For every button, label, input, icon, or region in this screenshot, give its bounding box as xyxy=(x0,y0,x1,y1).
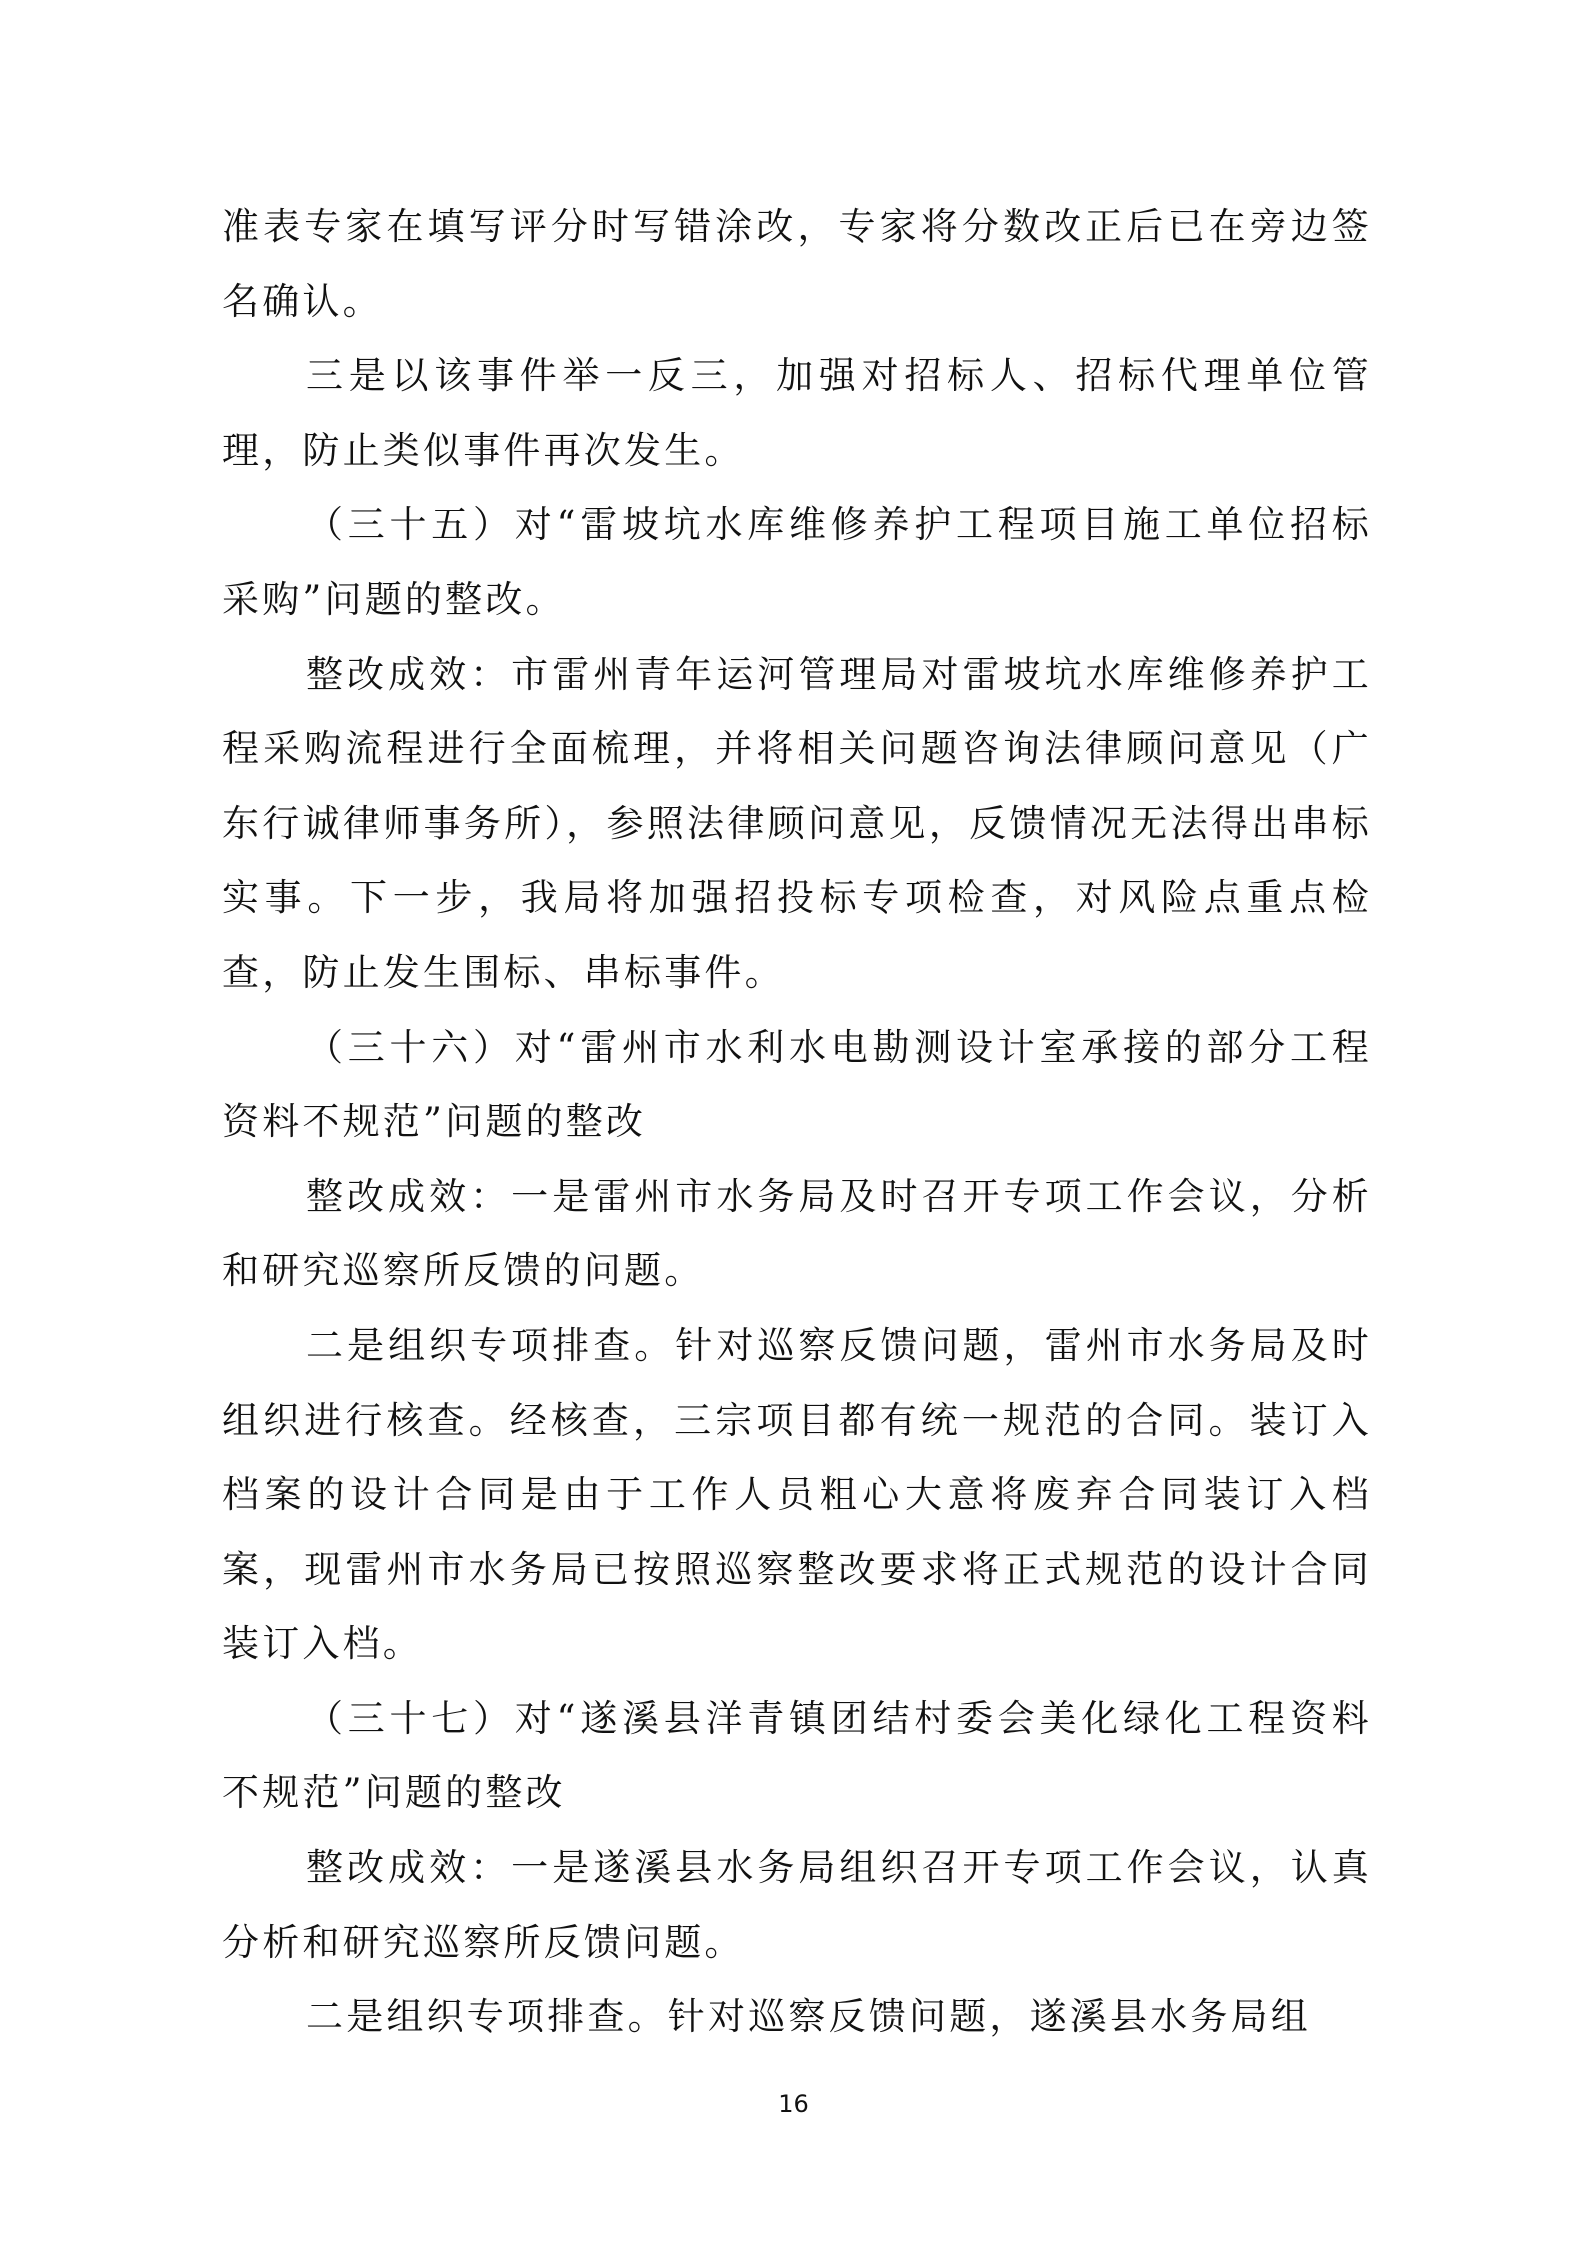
section-heading-37: （三十七）对“遂溪县洋青镇团结村委会美化绿化工程资料不规范”问题的整改 xyxy=(222,1696,1372,1815)
paragraph-body: 二是组织专项排查。针对巡察反馈问题，雷州市水务局及时组织进行核查。经核查，三宗项目都有统一规范的合同。装订入档案的设计合同是由于工作人员粗心大意将废弃合同装订入档案，现雷州市水务局已按照巡察整改要求将正式规范的设计合同装订入档。 xyxy=(222,1323,1372,1666)
page-number: 16 xyxy=(778,2090,809,2118)
paragraph-body: 整改成效：市雷州青年运河管理局对雷坡坑水库维修养护工程采购流程进行全面梳理，并将相关问题咨询法律顾问意见（广东行诚律师事务所），参照法律顾问意见，反馈情况无法得出串标实事。下一步，我局将加强招投标专项检查，对风险点重点检查，防止发生围标、串标事件。 xyxy=(222,652,1372,994)
paragraph-continuation: 准表专家在填写评分时写错涂改，专家将分数改正后已在旁边签名确认。 xyxy=(222,205,1372,323)
paragraph-body: 三是以该事件举一反三，加强对招标人、招标代理单位管理，防止类似事件再次发生。 xyxy=(222,354,1372,472)
document-page xyxy=(222,190,1372,2055)
paragraph-body: 整改成效：一是遂溪县水务局组织召开专项工作会议，认真分析和研究巡察所反馈问题。 xyxy=(222,1846,1372,1964)
section-heading-36: （三十六）对“雷州市水利水电勘测设计室承接的部分工程资料不规范”问题的整改 xyxy=(222,1025,1372,1144)
paragraph-body: 整改成效：一是雷州市水务局及时召开专项工作会议，分析和研究巡察所反馈的问题。 xyxy=(222,1174,1372,1293)
section-heading-35: （三十五）对“雷坡坑水库维修养护工程项目施工单位招标采购”问题的整改。 xyxy=(222,503,1372,621)
paragraph-body: 二是组织专项排查。针对巡察反馈问题，遂溪县水务局组 xyxy=(306,1995,1311,2039)
